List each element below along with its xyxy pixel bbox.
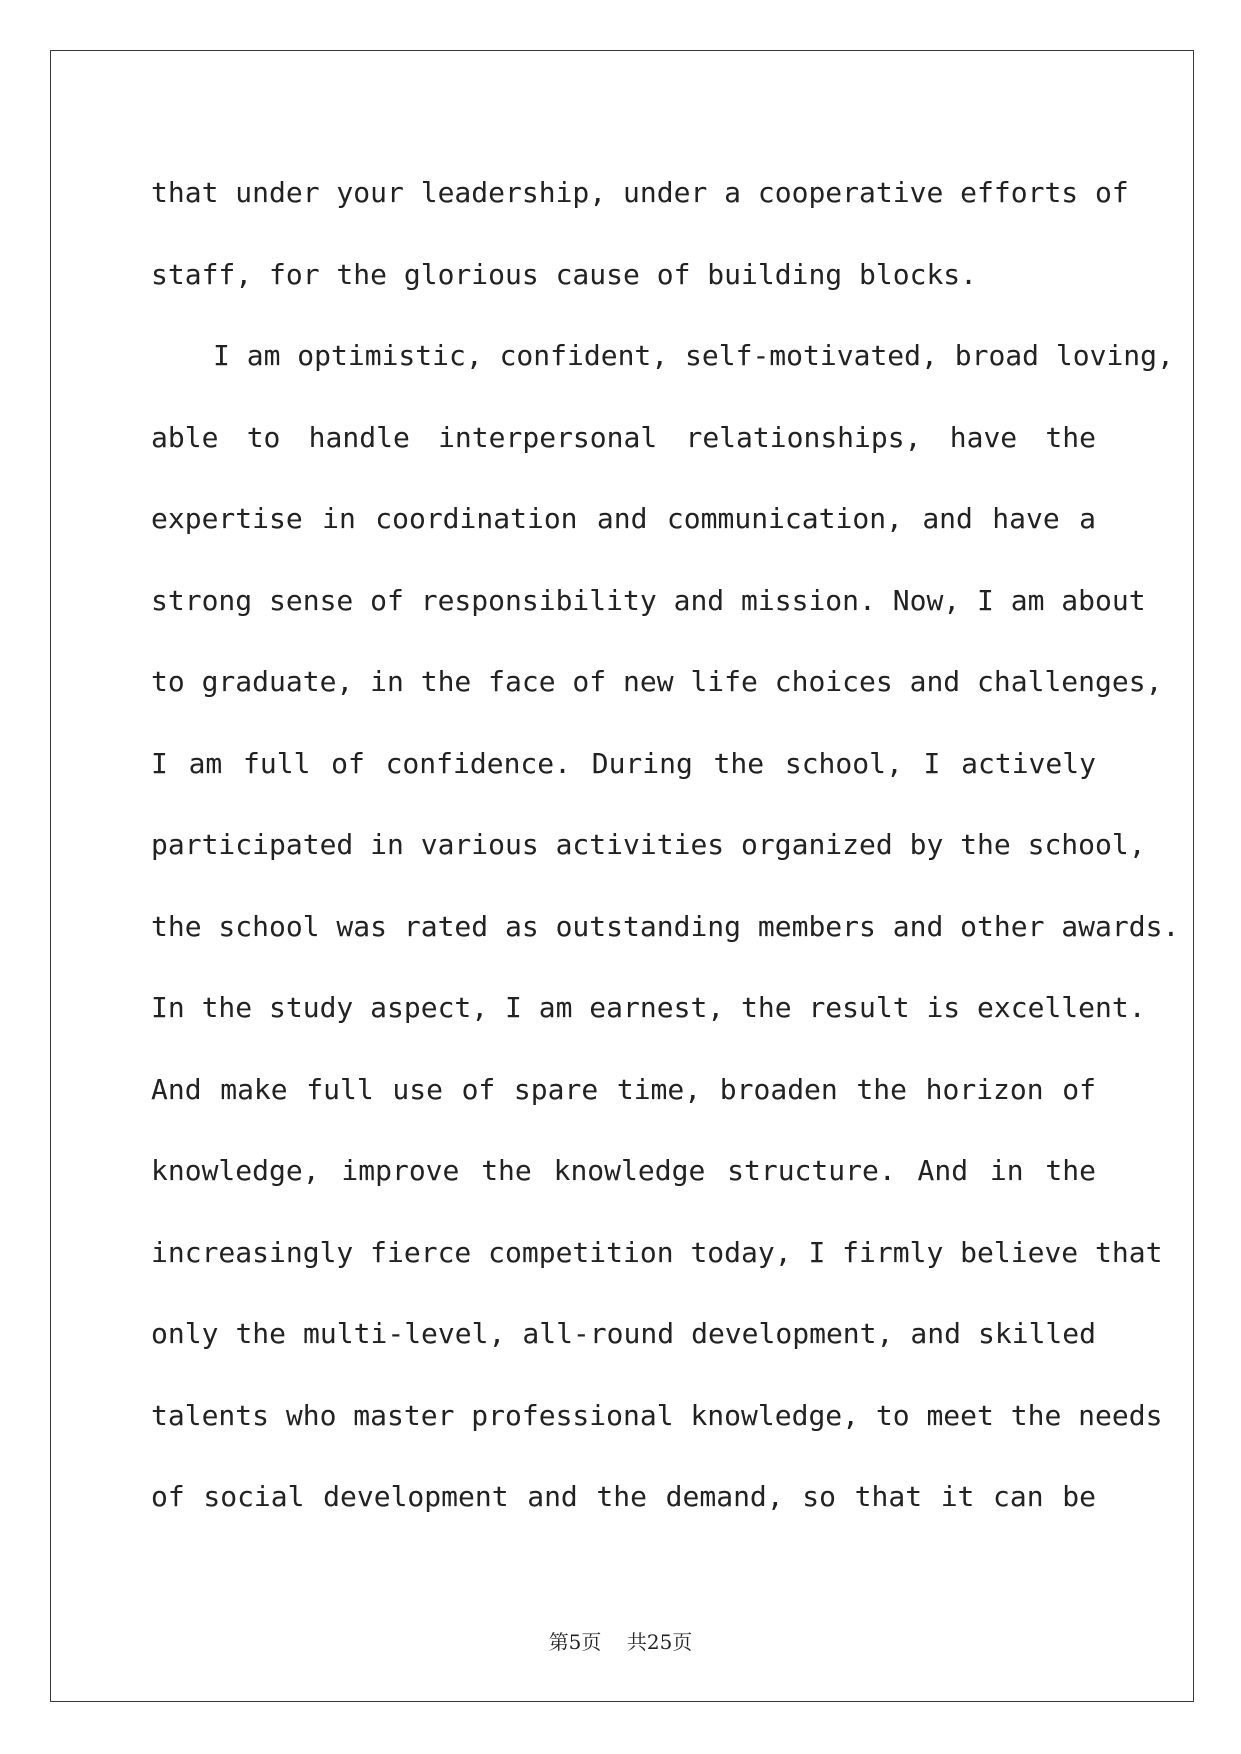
page-footer bbox=[0, 1626, 1241, 1655]
text-line: the school was rated as outstanding members and other awards. bbox=[151, 909, 1180, 943]
text-line: I am optimistic, confident, self-motivated, broad loving, bbox=[213, 339, 1174, 372]
text-line: that under your leadership, under a cooperative efforts of bbox=[151, 176, 1129, 209]
text-line: In the study aspect, I am earnest, the result is excellent. bbox=[151, 991, 1146, 1024]
text-line: only the multi-level, all-round development, and skilled bbox=[151, 1317, 1096, 1350]
page-number: 第5页 bbox=[548, 1630, 602, 1654]
text-line: participated in various activities organized by the school, bbox=[151, 828, 1146, 861]
page-total: 共25页 bbox=[626, 1630, 693, 1654]
text-line: to graduate, in the face of new life choices and challenges, bbox=[151, 665, 1163, 698]
text-line: strong sense of responsibility and mission. Now, I am about bbox=[151, 583, 1146, 617]
text-line: increasingly fierce competition today, I firmly believe that bbox=[151, 1235, 1163, 1269]
text-line: of social development and the demand, so that it can be bbox=[151, 1480, 1096, 1513]
text-line: And make full use of spare time, broaden the horizon of bbox=[151, 1072, 1096, 1106]
text-line: talents who master professional knowledge, to meet the needs bbox=[151, 1398, 1163, 1432]
text-line: I am full of confidence. During the school, I actively bbox=[151, 746, 1096, 780]
text-line: expertise in coordination and communication, and have a bbox=[151, 502, 1096, 535]
text-line: able to handle interpersonal relationships, have the bbox=[151, 420, 1096, 454]
text-line: knowledge, improve the knowledge structure. And in the bbox=[151, 1154, 1096, 1187]
document-body bbox=[151, 168, 1180, 1554]
text-line: staff, for the glorious cause of building blocks. bbox=[151, 257, 978, 291]
